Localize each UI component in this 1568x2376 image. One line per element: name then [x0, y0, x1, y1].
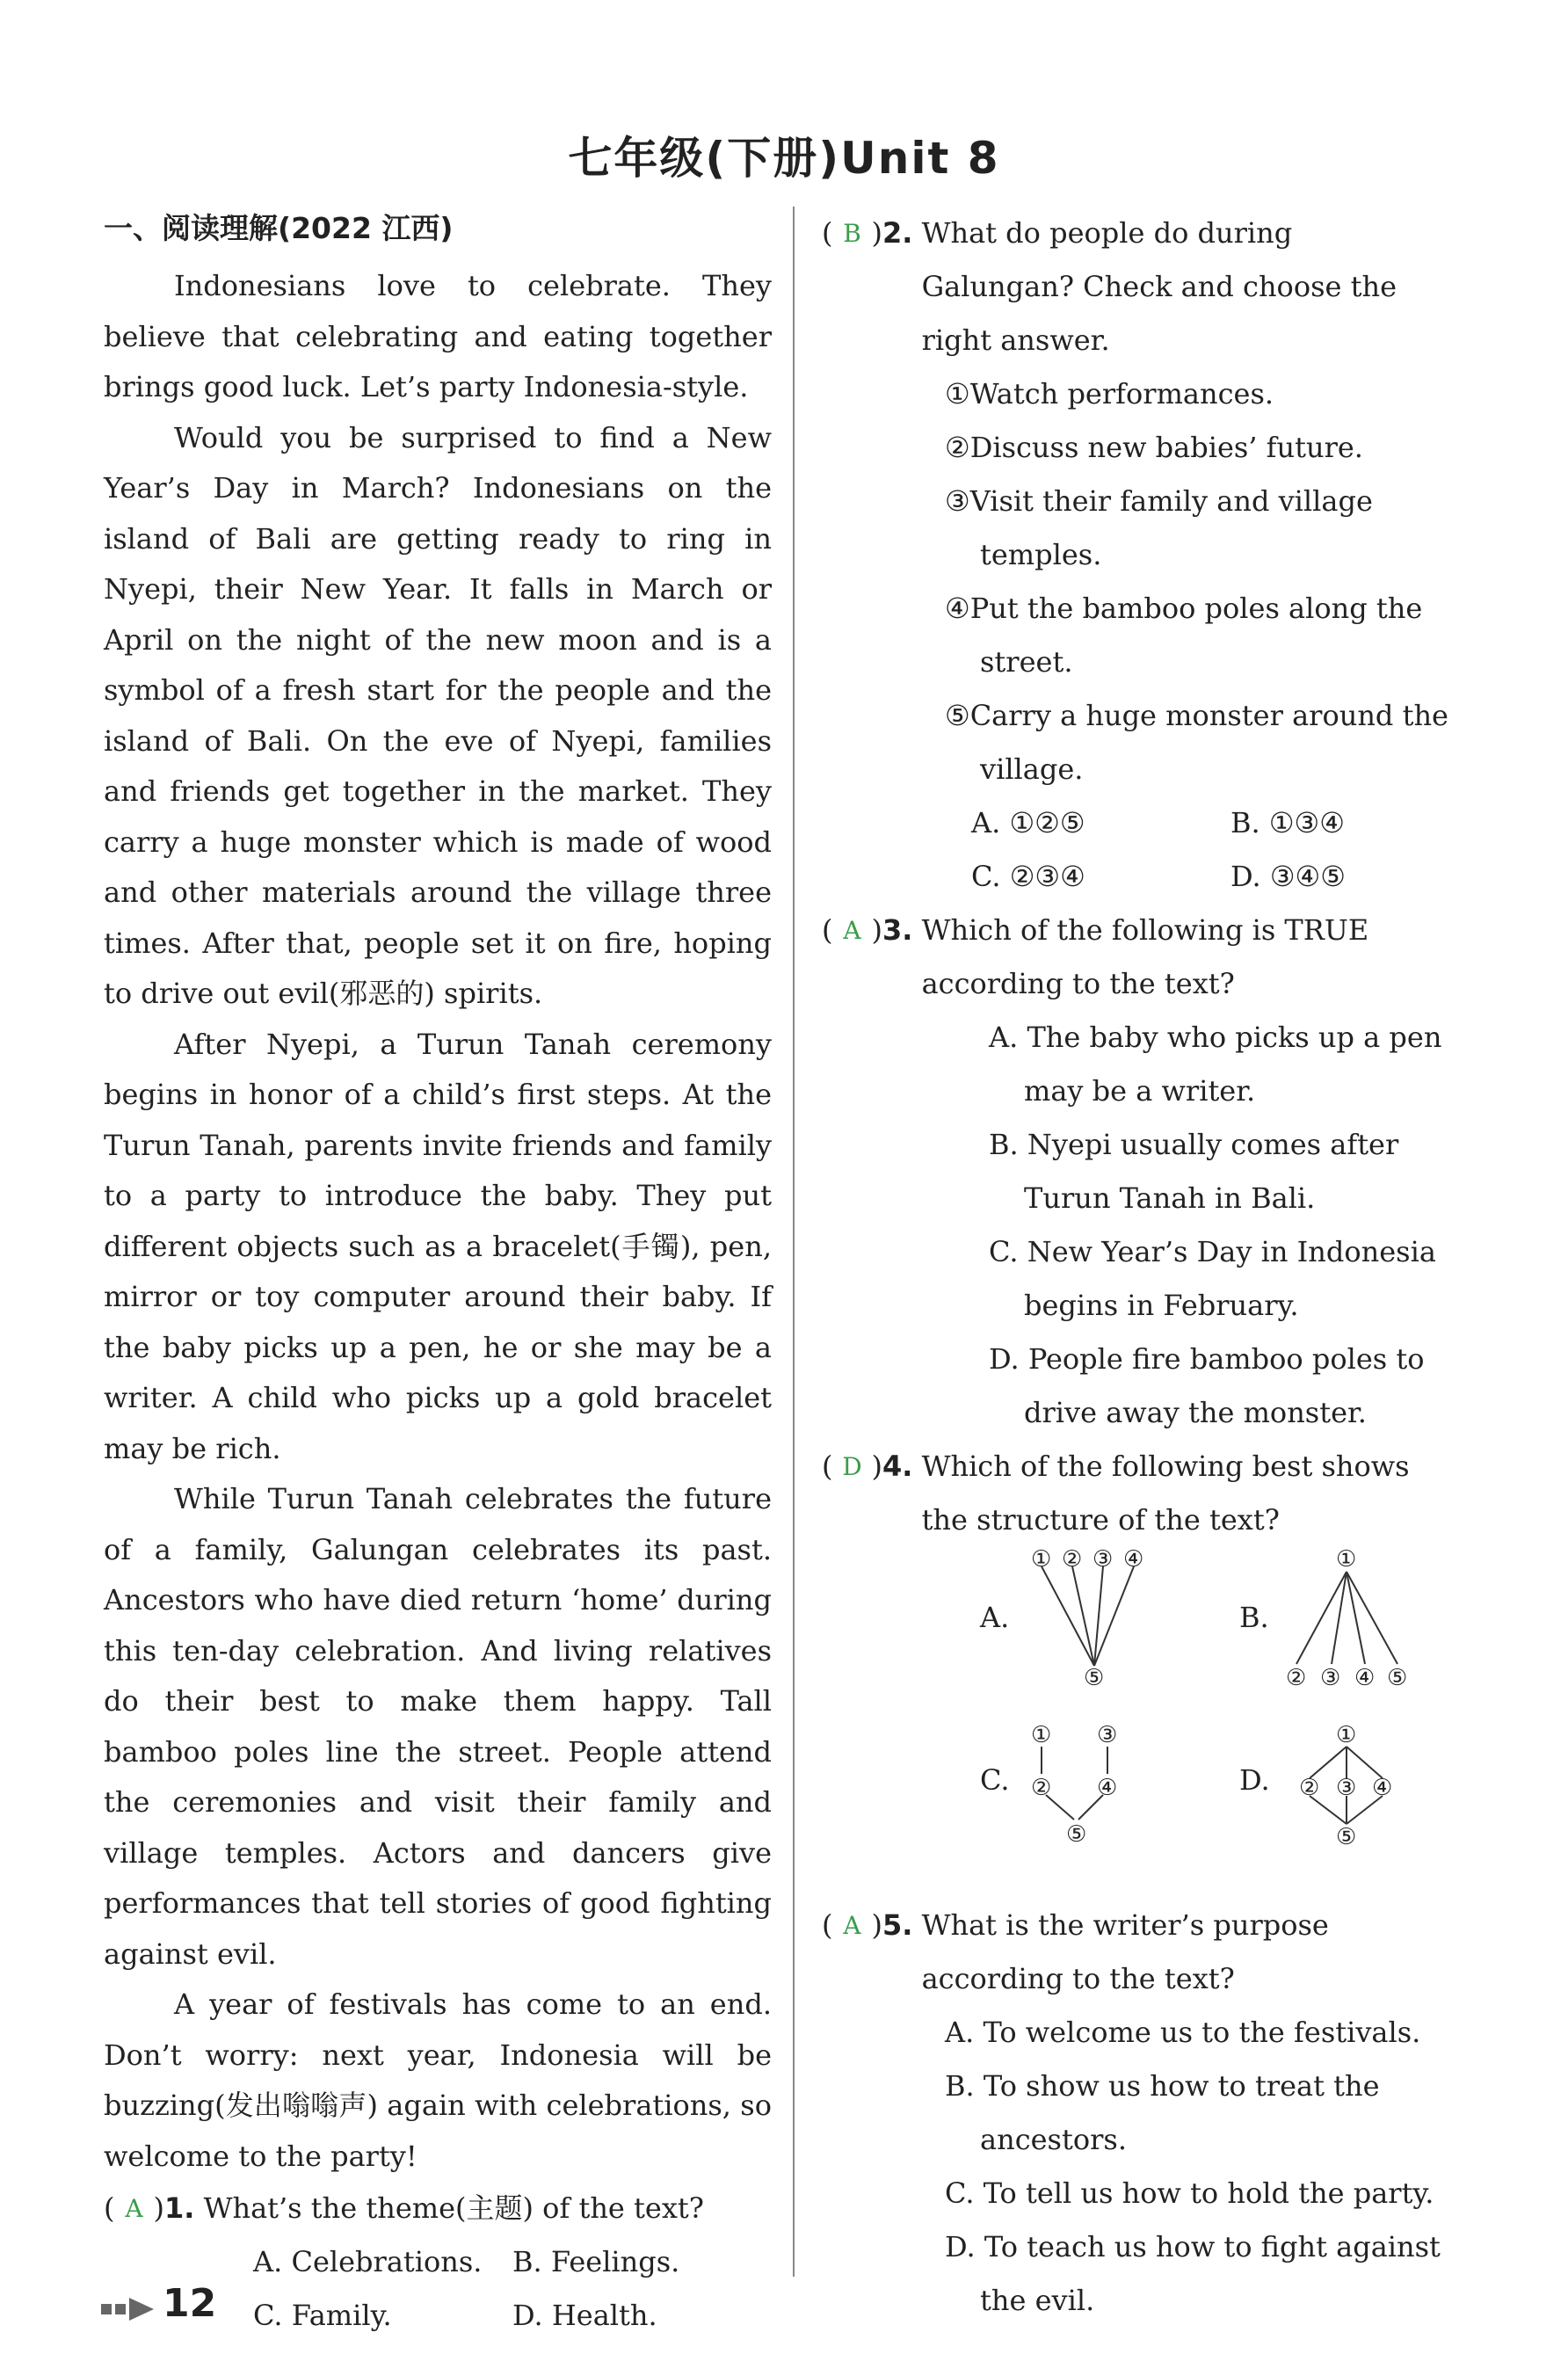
passage-paragraph: A year of festivals has come to an end. Don’t worry: next year, Indonesia will be buzzing(发出嗡嗡声) again with celebrations, so welcome to the party!: [104, 1987, 772, 2173]
node: ④: [1354, 1665, 1376, 1691]
right-column: [822, 207, 1490, 2328]
node: ③: [1336, 1775, 1357, 1801]
diagram-label-a: A.: [980, 1601, 1010, 1634]
node: ⑤: [1066, 1821, 1087, 1848]
passage-paragraph: Would you be surprised to find a New Year’s Day in March? Indonesians on the island of Bali are getting ready to ring in Nyepi, their New Year. It falls in March or April on the night of the new moon and is a symbol of a fresh start for the people and the island of Bali. On the eve of Nyepi, families and friends get together in the market. They carry a huge monster which is made of wood and other materials around the village three times. After that, people set it on fire, hoping to drive out evil(邪恶的) spirits.: [104, 420, 772, 1010]
answer-mark: A: [843, 1911, 861, 1940]
option-d: D. People fire bamboo poles to drive away the monster.: [989, 1342, 1425, 1429]
option-a: A. ①②⑤: [971, 806, 1085, 839]
passage-paragraph: After Nyepi, a Turun Tanah ceremony begins in honor of a child’s first steps. At the Turun Tanah, parents invite friends and family to a party to introduce the baby. They put different objects such as a bracelet(手镯), pen, mirror or toy computer around their baby. If the baby picks up a pen, he or she may be a writer. A child who picks up a gold bracelet may be rich.: [104, 1027, 772, 1465]
diagram-svg: [822, 1547, 1490, 1899]
option-c: C. ②③④: [971, 860, 1085, 893]
passage-paragraph: Indonesians love to celebrate. They believe that celebrating and eating together brings good luck. Let’s party Indonesia-style.: [104, 269, 772, 403]
list-item: ①Watch performances.: [945, 377, 1274, 411]
option-b: B. Feelings.: [512, 2245, 680, 2278]
structure-diagrams: [822, 1547, 1490, 1899]
node: ⑤: [1336, 1824, 1357, 1850]
column-divider: [793, 207, 795, 2277]
node: ②: [1286, 1665, 1307, 1691]
diagram-label-d: D.: [1239, 1763, 1270, 1797]
list-item: ②Discuss new babies’ future.: [945, 431, 1363, 464]
question-1: ( A ) 1. What’s the theme(主题) of the text? A. Celebrations. B. Feelings. C. Family. D. Health.: [104, 2182, 772, 2343]
option-a: A. To welcome us to the festivals.: [945, 2016, 1421, 2049]
question-number: 1.: [163, 2191, 195, 2225]
node: ②: [1299, 1775, 1320, 1801]
node: ②: [1062, 1547, 1083, 1573]
answer-mark: A: [843, 916, 861, 945]
node: ⑤: [1084, 1665, 1105, 1691]
list-item: ⑤Carry a huge monster around the village.: [945, 699, 1448, 786]
answer-mark: A: [125, 2194, 143, 2223]
node: ④: [1097, 1775, 1118, 1801]
question-text: Which of the following best shows the structure of the text?: [921, 1450, 1410, 1537]
diagram-label-c: C.: [980, 1763, 1010, 1797]
node: ⑤: [1387, 1665, 1408, 1691]
diagram-label-b: B.: [1239, 1601, 1269, 1634]
left-column: [104, 207, 772, 2343]
question-2: ( B ) 2. What do people do during Galungan? Check and choose the right answer. ①Watch performances. ②Discuss new babies’ future. ③Visit their family and village temples. ④Put the bamboo poles along the street. ⑤Carry a huge monster around the village. A. ①②⑤ B. ①③④ C. ②③④ D. ③④⑤: [822, 207, 1490, 904]
node: ①: [1031, 1722, 1052, 1748]
question-text: What’s the theme(主题) of the text?: [203, 2191, 704, 2225]
node: ③: [1097, 1722, 1118, 1748]
section-heading: 一、阅读理解(2022 江西): [104, 211, 454, 245]
option-d: D. To teach us how to fight against the evil.: [945, 2230, 1441, 2317]
option-c: C. To tell us how to hold the party.: [945, 2176, 1434, 2210]
arrow-icon: [101, 2296, 156, 2322]
question-4: ( D ) 4. Which of the following best shows the structure of the text? A. B. C. D. ① ② ③ ④ ⑤ ① ② ③ ④ ⑤ ① ③ ② ④ ⑤ ① ② ③ ④ ⑤: [822, 1440, 1490, 1899]
answer-mark: D: [842, 1452, 862, 1481]
option-b: B. ①③④: [1230, 806, 1345, 839]
node: ③: [1320, 1665, 1341, 1691]
question-5: ( A ) 5. What is the writer’s purpose according to the text? A. To welcome us to the festivals. B. To show us how to treat the ancestors. C. To tell us how to hold the party. D. To teach us how to fight against the evil.: [822, 1899, 1490, 2328]
diagram-b: [1296, 1572, 1397, 1664]
question-text: What do people do during Galungan? Check and choose the right answer.: [921, 216, 1397, 357]
option-a: A. The baby who picks up a pen may be a writer.: [989, 1021, 1442, 1108]
question-number: 5.: [882, 1908, 913, 1942]
question-text: What is the writer’s purpose according to the text?: [921, 1908, 1329, 1995]
list-item: ③Visit their family and village temples.: [945, 484, 1373, 571]
diagram-a: [1042, 1566, 1134, 1666]
node: ①: [1336, 1547, 1357, 1573]
option-c: C. New Year’s Day in Indonesia begins in February.: [989, 1235, 1436, 1322]
node: ④: [1123, 1547, 1144, 1573]
question-3: ( A ) 3. Which of the following is TRUE according to the text? A. The baby who picks up a pen may be a writer. B. Nyepi usually comes after Turun Tanah in Bali. C. New Year’s Day in Indonesia begins in February. D. People fire bamboo poles to drive away the monster.: [822, 904, 1490, 1440]
option-b: B. Nyepi usually comes after Turun Tanah in Bali.: [989, 1128, 1399, 1215]
page-title: 七年级(下册)Unit 8: [568, 133, 1000, 184]
answer-mark: B: [843, 219, 861, 248]
node: ④: [1372, 1775, 1393, 1801]
node: ①: [1031, 1547, 1052, 1573]
option-a: A. Celebrations.: [253, 2245, 483, 2278]
page-number: 12: [163, 2281, 217, 2326]
option-c: C. Family.: [253, 2299, 392, 2332]
question-number: 2.: [882, 216, 913, 250]
option-d: D. ③④⑤: [1230, 860, 1346, 893]
option-d: D. Health.: [512, 2299, 657, 2332]
node: ②: [1031, 1775, 1052, 1801]
node: ①: [1336, 1722, 1357, 1748]
list-item: ④Put the bamboo poles along the street.: [945, 592, 1423, 679]
node: ③: [1093, 1547, 1114, 1573]
question-text: Which of the following is TRUE according to the text?: [921, 913, 1369, 1000]
passage-paragraph: While Turun Tanah celebrates the future of a family, Galungan celebrates its past. Ancestors who have died return ‘home’ during this ten-day celebration. And living relatives do their best to make them happy. Tall bamboo poles line the street. People attend the ceremonies and visit their family and village temples. Actors and dancers give performances that tell stories of good fighting against evil.: [104, 1482, 772, 1971]
option-b: B. To show us how to treat the ancestors.: [945, 2069, 1380, 2156]
question-number: 3.: [882, 913, 913, 947]
question-number: 4.: [882, 1450, 913, 1483]
